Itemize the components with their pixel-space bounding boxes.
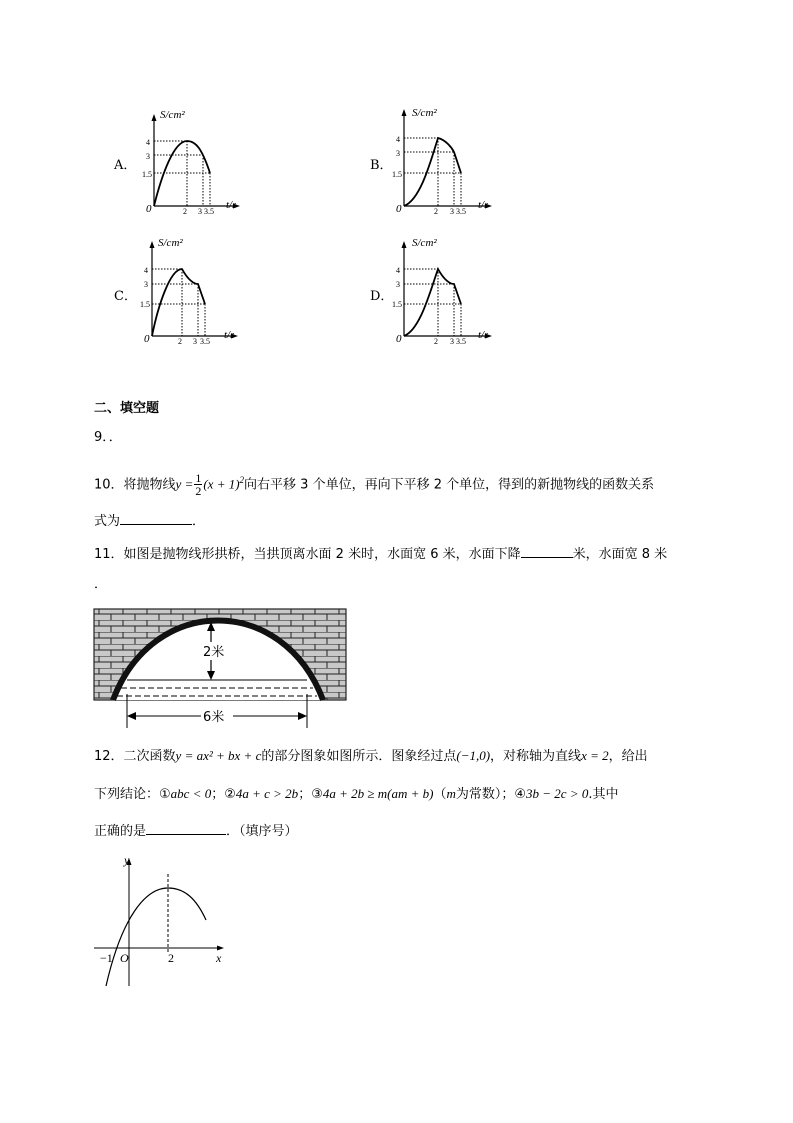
tick-2-label: 2 — [168, 951, 174, 965]
q10-frac-num: 1 — [195, 471, 202, 486]
q10-answer-blank[interactable] — [120, 510, 192, 525]
option-c-graph — [138, 234, 250, 346]
q12-sep1: ；② — [211, 787, 236, 802]
y-tick-4: 4 — [146, 138, 150, 147]
svg-text:t/s: t/s — [478, 329, 489, 341]
origin-label: O — [120, 951, 129, 965]
q12-l1b: 的部分图象如图所示．图象经过点 — [261, 749, 457, 764]
q11-after: 米，水面宽 8 米 — [572, 547, 668, 562]
svg-text:3.5: 3.5 — [456, 337, 466, 346]
q11-answer-blank[interactable] — [521, 543, 573, 558]
parabola-graph — [92, 852, 232, 992]
question-11-line1 — [94, 543, 667, 565]
svg-text:3: 3 — [396, 280, 400, 289]
section-title: 二、填空题 — [94, 401, 160, 416]
svg-text:3: 3 — [396, 149, 400, 158]
question-10-line2 — [94, 510, 205, 532]
q12-paren2: 为常数）；④ — [455, 787, 527, 802]
q12-l1a: 12．二次函数 — [94, 749, 176, 764]
option-d-graph — [390, 234, 502, 346]
question-10-line1 — [94, 470, 654, 497]
q10-end: ． — [192, 514, 206, 529]
option-b-graph — [390, 104, 502, 216]
svg-text:S/cm²: S/cm² — [158, 237, 183, 249]
question-12-line3 — [94, 820, 298, 842]
height-label: 2米 — [203, 645, 225, 660]
y-tick-3: 3 — [146, 152, 150, 161]
q10-text: 向右平移 3 个单位，再向下平移 2 个单位，得到的新抛物线的函数关系 — [244, 477, 655, 493]
q12-paren: （ — [433, 787, 447, 802]
svg-text:3: 3 — [450, 337, 454, 346]
svg-text:4: 4 — [144, 266, 148, 275]
q12-c3: 4a + 2b ≥ m(am + b) — [322, 786, 434, 801]
svg-text:0: 0 — [396, 333, 402, 345]
option-d-label[interactable]: D． — [370, 289, 394, 304]
svg-text:1.5: 1.5 — [140, 300, 150, 309]
q12-c1: abc < 0 — [170, 786, 212, 801]
y-axis-label: S/cm² — [160, 109, 185, 121]
question-11-dot: ． — [94, 577, 108, 592]
svg-text:S/cm²: S/cm² — [412, 107, 437, 119]
y-arrow — [152, 114, 157, 121]
arch-bridge-figure — [93, 608, 349, 738]
q12-point: (−1,0) — [456, 748, 491, 763]
svg-text:4: 4 — [396, 135, 400, 144]
svg-text:1.5: 1.5 — [392, 300, 402, 309]
q12-l1d: ，给出 — [608, 749, 648, 764]
width-label: 6米 — [203, 710, 225, 725]
neg1-label: −1 — [100, 951, 113, 965]
q10-exp: 2 — [239, 475, 245, 485]
q10-num: 10．将抛物线 — [94, 477, 176, 493]
svg-text:3: 3 — [193, 337, 197, 346]
q12-sep2: ；③ — [298, 787, 323, 802]
origin-label: 0 — [146, 203, 152, 215]
q12-func: y = ax² + bx + c — [175, 748, 262, 763]
q12-m: m — [446, 786, 456, 801]
svg-text:3.5: 3.5 — [456, 207, 466, 216]
q12-l1c: ，对称轴为直线 — [490, 749, 582, 764]
q12-axis: x = 2 — [581, 748, 609, 763]
q11-text: 11．如图是抛物线形拱桥，当拱顶离水面 2 米时，水面宽 6 米，水面下降 — [94, 547, 521, 562]
q12-l2a: 下列结论：① — [94, 787, 171, 802]
x-axis-label: t/s — [226, 199, 237, 211]
svg-text:t/s: t/s — [224, 329, 235, 341]
q10-formula-lhs: y = — [175, 476, 194, 492]
q10-frac-den: 2 — [195, 484, 202, 499]
option-c-label[interactable]: C． — [114, 289, 137, 304]
x-tick-2: 2 — [183, 207, 187, 216]
svg-text:t/s: t/s — [478, 199, 489, 211]
q12-answer-blank[interactable] — [146, 820, 226, 835]
svg-text:3: 3 — [144, 280, 148, 289]
question-12-line1 — [94, 746, 648, 767]
question-12-line2 — [94, 784, 619, 805]
q12-l3-end: ．（填序号） — [226, 824, 298, 839]
q12-c2: 4a + c > 2b — [235, 786, 299, 801]
q10-formula-rest: (x + 1) — [203, 476, 240, 492]
svg-text:2: 2 — [434, 207, 438, 216]
q12-c4: 3b − 2c > 0 — [526, 786, 589, 801]
svg-text:S/cm²: S/cm² — [412, 237, 437, 249]
q12-end2: .其中 — [588, 787, 619, 802]
y-tick-1-5: 1.5 — [142, 170, 152, 179]
svg-text:0: 0 — [396, 203, 402, 215]
q12-l3: 正确的是 — [94, 824, 147, 839]
x-label: x — [216, 951, 222, 965]
svg-text:2: 2 — [434, 337, 438, 346]
svg-text:0: 0 — [144, 333, 150, 345]
question-9: 9．． — [94, 430, 122, 445]
svg-text:1.5: 1.5 — [392, 170, 402, 179]
option-a-label[interactable]: A． — [114, 158, 137, 173]
parabola-curve — [106, 888, 206, 986]
x-tick-3-5: 3.5 — [204, 207, 214, 216]
option-a-graph — [140, 104, 250, 216]
q10-line2: 式为 — [94, 514, 121, 529]
option-b-label[interactable]: B． — [370, 158, 393, 173]
svg-text:3.5: 3.5 — [200, 337, 210, 346]
y-label: y — [124, 853, 130, 867]
x-tick-3: 3 — [198, 207, 202, 216]
q10-fraction — [194, 472, 202, 497]
svg-text:2: 2 — [178, 337, 182, 346]
svg-text:4: 4 — [396, 266, 400, 275]
svg-text:3: 3 — [450, 207, 454, 216]
